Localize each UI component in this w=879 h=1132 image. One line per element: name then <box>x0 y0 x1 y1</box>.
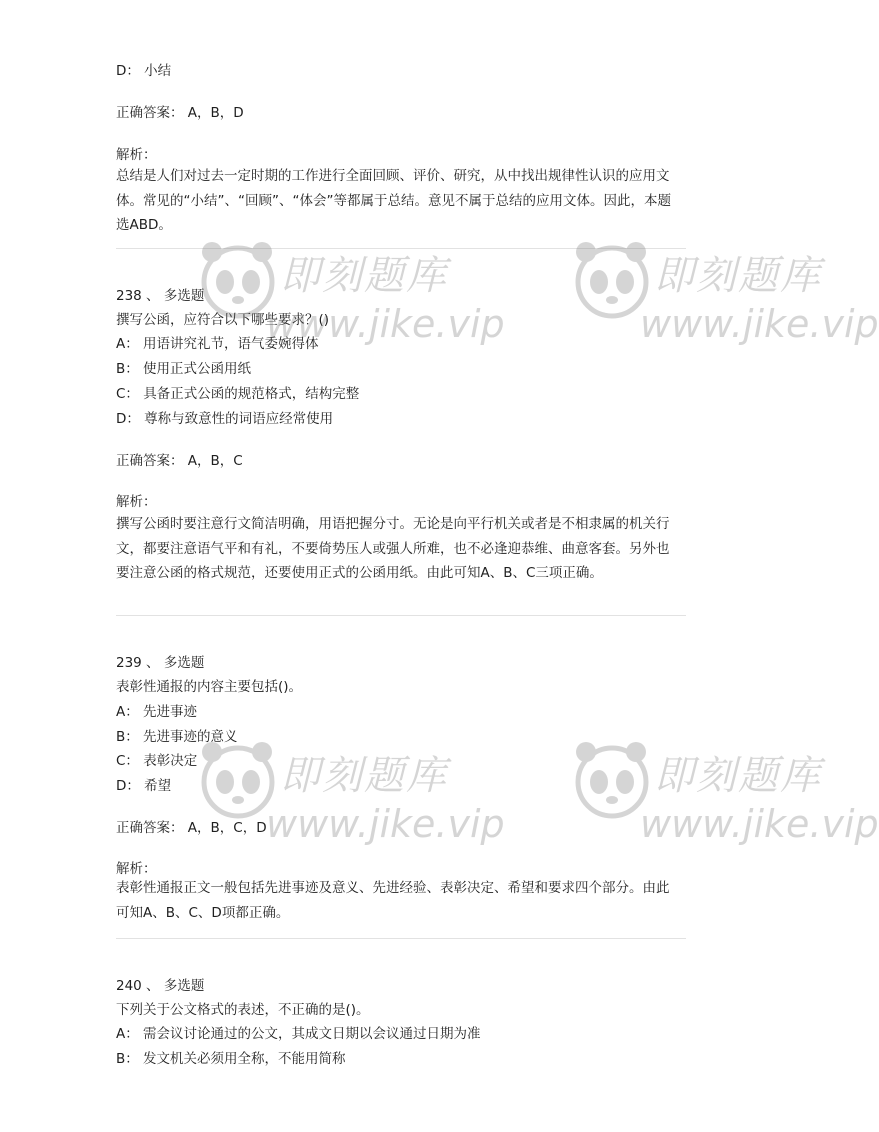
watermark-brand: 即刻题库 <box>654 253 822 299</box>
watermark-brand: 即刻题库 <box>280 753 448 799</box>
q240-option-a: A： 需会议讨论通过的公文，其成文日期以会议通过日期为准 <box>116 1026 481 1042</box>
q240-header: 240 、 多选题 <box>116 978 205 994</box>
q239-option-c: C： 表彰决定 <box>116 753 198 769</box>
q238-header: 238 、 多选题 <box>116 288 205 304</box>
q238-option-d: D： 尊称与致意性的词语应经常使用 <box>116 411 334 427</box>
q238-option-a: A： 用语讲究礼节，语气委婉得体 <box>116 336 319 352</box>
q239-stem: 表彰性通报的内容主要包括()。 <box>116 679 303 695</box>
q239-option-b: B： 先进事迹的意义 <box>116 729 238 745</box>
q237-answer: 正确答案： A，B，D <box>116 105 244 121</box>
divider <box>116 615 686 616</box>
panda-logo-icon <box>196 738 280 822</box>
q239-option-d: D： 希望 <box>116 778 172 794</box>
q237-option-d: D： 小结 <box>116 63 172 79</box>
watermark-url: www.jike.vip <box>640 302 879 346</box>
q239-header: 239 、 多选题 <box>116 655 205 671</box>
q240-stem: 下列关于公文格式的表述，不正确的是()。 <box>116 1002 370 1018</box>
watermark <box>196 238 505 378</box>
q240-option-b: B： 发文机关必须用全称，不能用简称 <box>116 1051 346 1067</box>
q238-option-c: C： 具备正式公函的规范格式，结构完整 <box>116 386 360 402</box>
q239-analysis: 表彰性通报正文一般包括先进事迹及意义、先进经验、表彰决定、希望和要求四个部分。由此可知A、B、C、D项都正确。 <box>116 880 670 921</box>
watermark-url: www.jike.vip <box>266 802 505 846</box>
q237-analysis: 总结是人们对过去一定时期的工作进行全面回顾、评价、研究，从中找出规律性认识的应用文体。常见的“小结”、“回顾”、“体会”等都属于总结。意见不属于总结的应用文体。因此，本题选ABD。 <box>116 168 671 233</box>
panda-logo-icon <box>570 238 654 322</box>
q238-analysis-label: 解析： <box>116 494 157 510</box>
watermark-clip <box>570 238 879 378</box>
divider <box>116 938 686 939</box>
q238-stem: 撰写公函，应符合以下哪些要求？() <box>116 312 330 328</box>
watermark <box>196 738 505 878</box>
watermark <box>570 238 879 378</box>
q237-analysis-label: 解析： <box>116 147 157 163</box>
watermark-url: www.jike.vip <box>640 802 879 846</box>
q239-answer: 正确答案： A，B，C，D <box>116 820 267 836</box>
watermark-clip <box>570 738 879 878</box>
watermark <box>570 738 879 878</box>
q238-answer: 正确答案： A，B，C <box>116 453 243 469</box>
q239-analysis-label: 解析： <box>116 861 157 877</box>
watermark-brand: 即刻题库 <box>654 753 822 799</box>
q239-option-a: A： 先进事迹 <box>116 704 198 720</box>
watermark-url: www.jike.vip <box>266 302 505 346</box>
panda-logo-icon <box>570 738 654 822</box>
q238-option-b: B： 使用正式公函用纸 <box>116 361 252 377</box>
q238-analysis: 撰写公函时要注意行文简洁明确，用语把握分寸。无论是向平行机关或者是不相隶属的机关行文，都要注意语气平和有礼，不要倚势压人或强人所难，也不必逢迎恭维、曲意客套。另外也要注意公函的格式规范，还要使用正式的公函用纸。由此可知A、B、C三项正确。 <box>116 516 670 581</box>
watermark-brand: 即刻题库 <box>280 253 448 299</box>
